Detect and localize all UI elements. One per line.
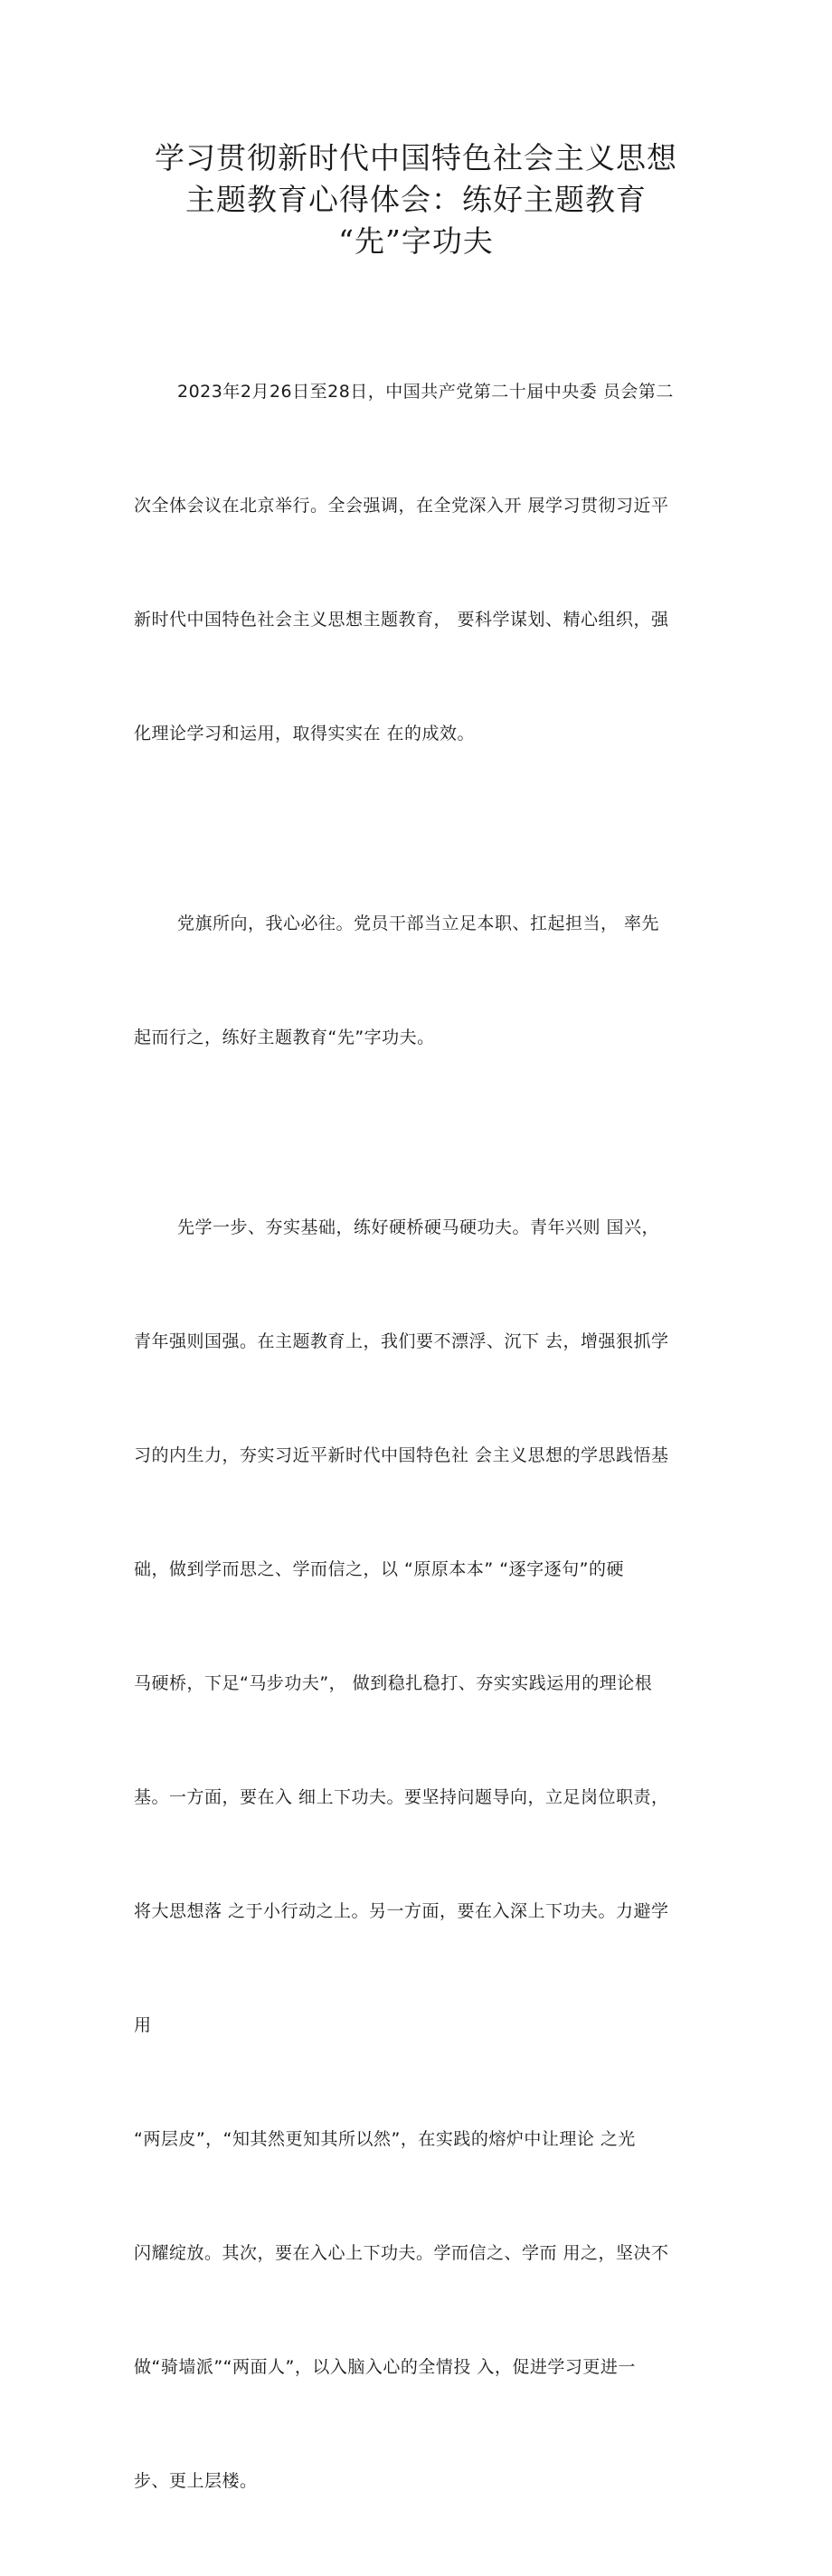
text-line: 做“骑墙派”“两面人”，以入脑入心的全情投 入，促进学习更进一 — [134, 2357, 636, 2377]
text-line: “两层皮”，“知其然更知其所以然”，在实践的熔炉中让理论 之光 — [134, 2129, 636, 2149]
text-line: 化理论学习和运用，取得实实在 在的成效。 — [134, 724, 476, 743]
text-line: 青年强则国强。在主题教育上，我们要不漂浮、沉下 去，增强狠抓学 — [134, 1331, 669, 1351]
text-line: 党旗所向，我心必往。党员干部当立足本职、扛起担当， 率先 — [177, 914, 660, 933]
text-line: 闪耀绽放。其次，要在入心上下功夫。学而信之、学而 用之，坚决不 — [134, 2243, 669, 2263]
text-line: 将大思想落 之于小行动之上。另一方面，要在入深上下功夫。力避学 — [134, 1901, 669, 1921]
title-line-3: “先”字功夫 — [338, 223, 494, 259]
text-line: 次全体会议在北京举行。全会强调，在全党深入开 展学习贯彻习近平 — [134, 496, 669, 516]
paragraph-2 — [134, 829, 723, 1132]
document-body — [134, 297, 723, 2576]
text-line: 马硬桥，下足“马步功夫”， 做到稳扎稳打、夯实实践运用的理论根 — [134, 1673, 653, 1693]
text-line: 新时代中国特色社会主义思想主题教育， 要科学谋划、精心组织，强 — [134, 610, 669, 630]
paragraph-1 — [134, 297, 723, 829]
text-line: 步、更上层楼。 — [134, 2471, 258, 2491]
text-line: 用 — [134, 2015, 152, 2035]
title-line-1: 学习贯彻新时代中国特色社会主义思想 — [155, 140, 677, 175]
document-title — [0, 137, 832, 262]
title-line-2: 主题教育心得体会：练好主题教育 — [185, 182, 647, 217]
paragraph-3 — [134, 1132, 723, 2576]
text-line: 基。一方面，要在入 细上下功夫。要坚持问题导向，立足岗位职责， — [134, 1787, 669, 1807]
text-line: 习的内生力，夯实习近平新时代中国特色社 会主义思想的学思践悟基 — [134, 1445, 669, 1465]
text-line: 先学一步、夯实基础，练好硬桥硬马硬功夫。青年兴则 国兴， — [177, 1217, 660, 1237]
text-line: 起而行之，练好主题教育“先”字功夫。 — [134, 1028, 435, 1047]
text-line: 础，做到学而思之、学而信之，以 “原原本本” “逐字逐句”的硬 — [134, 1559, 624, 1579]
text-line: 2023年2月26日至28日，中国共产党第二十届中央委 员会第二 — [177, 382, 674, 402]
